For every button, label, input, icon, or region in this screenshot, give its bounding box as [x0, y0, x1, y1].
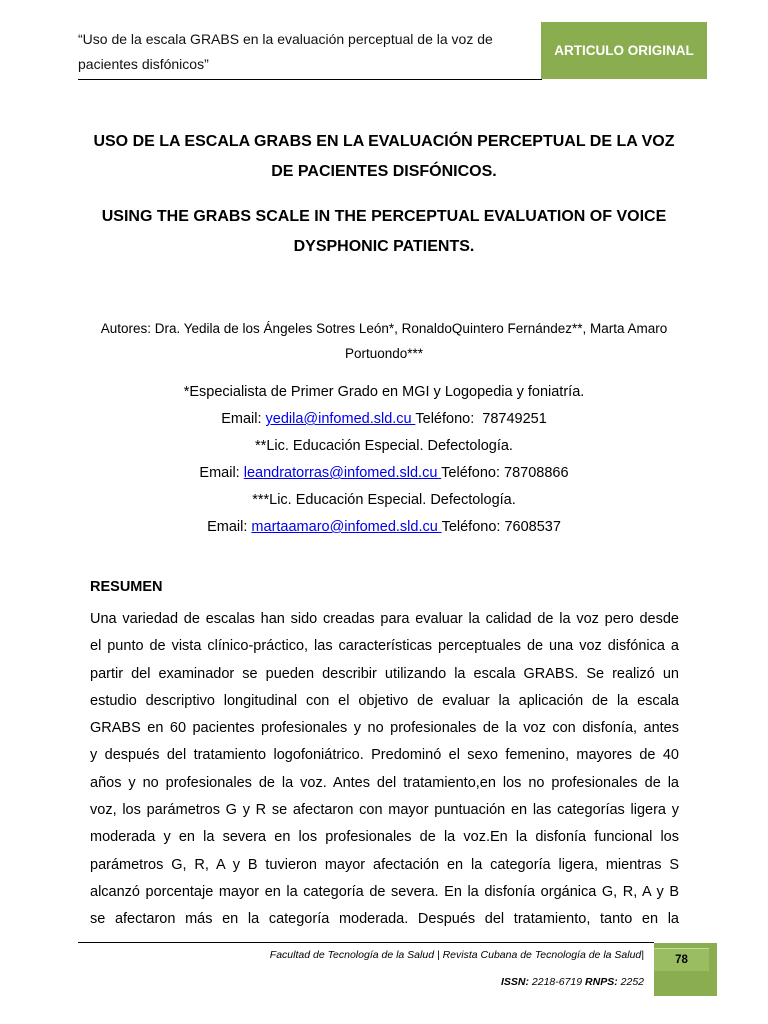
title-english: USING THE GRABS SCALE IN THE PERCEPTUAL EVALUATION OF VOICE DYSPHONIC PATIENTS. — [101, 208, 667, 255]
abstract-heading: RESUMEN — [90, 579, 163, 595]
abstract-line: voz, los parámetros G y R se afectaron con mayor puntuación en las categorías ligera y — [90, 802, 679, 819]
affiliation-contact-1 — [88, 406, 680, 433]
email-label: Email: — [199, 465, 244, 481]
abstract-line: Una variedad de escalas han sido creadas para evaluar la calidad de la voz pero desde — [90, 611, 679, 627]
affiliations — [88, 379, 680, 541]
abstract-line: partir del examinador se pueden describir utilizando la escala GRABS. Se realizó un — [90, 665, 679, 682]
page-number-box — [654, 943, 717, 996]
page-number: 78 — [654, 948, 709, 971]
issn-label: ISSN: — [500, 976, 529, 988]
issn-value: 2218-6719 — [528, 976, 586, 988]
affiliation-note-1: *Especialista de Primer Grado en MGI y Logopedia y foniatría. — [183, 384, 585, 400]
issn-footer — [78, 973, 644, 991]
abstract-line: se afectaron más en la categoría moderada. Después del tratamiento, tanto en la — [90, 911, 679, 928]
authors: Autores: Dra. Yedila de los Ángeles Sotres León*, RonaldoQuintero Fernández**, Marta Amaro Portuondo*** — [100, 321, 668, 361]
affiliation-note-3: ***Lic. Educación Especial. Defectología. — [252, 492, 516, 508]
abstract-line: alcanzó porcentaje mayor en la categoría de severa. En la disfonía orgánica G, R, A y B — [90, 883, 679, 900]
email-link-1[interactable]: yedila@infomed.sld.cu — [265, 411, 416, 427]
rnps-value: 2252 — [617, 976, 644, 988]
abstract-line: GRABS en 60 pacientes profesionales y no profesionales de la voz con disfonía, antes — [90, 720, 679, 737]
affiliation-contact-2 — [88, 460, 680, 487]
abstract-line: años y no profesionales de la voz. Antes del tratamiento,en los no profesionales de la — [90, 774, 679, 791]
header-divider — [78, 79, 542, 80]
email-link-3[interactable]: martaamaro@infomed.sld.cu — [251, 519, 442, 535]
abstract-line: moderada y en la severa en los profesionales de la voz.En la disfonía funcional los — [90, 829, 679, 846]
email-label: Email: — [221, 411, 266, 427]
abstract-line: parámetros G, R, A y B tuvieron mayor afectación en la categoría ligera, mientras S — [90, 856, 679, 873]
footer-divider — [78, 942, 654, 943]
rnps-label: RNPS: — [585, 976, 618, 988]
phone-1: Teléfono: 78749251 — [415, 411, 547, 427]
affiliation-note-2: **Lic. Educación Especial. Defectología. — [255, 438, 513, 454]
phone-2: Teléfono: 78708866 — [441, 465, 569, 481]
title-spanish: USO DE LA ESCALA GRABS EN LA EVALUACIÓN PERCEPTUAL DE LA VOZ DE PACIENTES DISFÓNICOS. — [93, 133, 675, 180]
abstract-line: y después del tratamiento logofoniátrico. Predominó el sexo femenino, mayores de 40 — [90, 747, 679, 764]
phone-3: Teléfono: 7608537 — [441, 519, 561, 535]
abstract-line: estudio descriptivo longitudinal con el objetivo de evaluar la aplicación de la escala — [90, 692, 679, 709]
abstract-line: el punto de vista clínico-práctico, las características perceptuales de una voz disfónica a — [90, 638, 679, 655]
journal-footer: Facultad de Tecnología de la Salud | Revista Cubana de Tecnología de la Salud| — [269, 949, 644, 961]
article-type-badge: ARTICULO ORIGINAL — [541, 22, 707, 79]
email-link-2[interactable]: leandratorras@infomed.sld.cu — [243, 465, 442, 481]
abstract-body — [90, 606, 679, 934]
running-title: “Uso de la escala GRABS en la evaluación perceptual de la voz de pacientes disfónicos” — [78, 31, 493, 72]
email-label: Email: — [207, 519, 252, 535]
affiliation-contact-3 — [88, 514, 680, 541]
